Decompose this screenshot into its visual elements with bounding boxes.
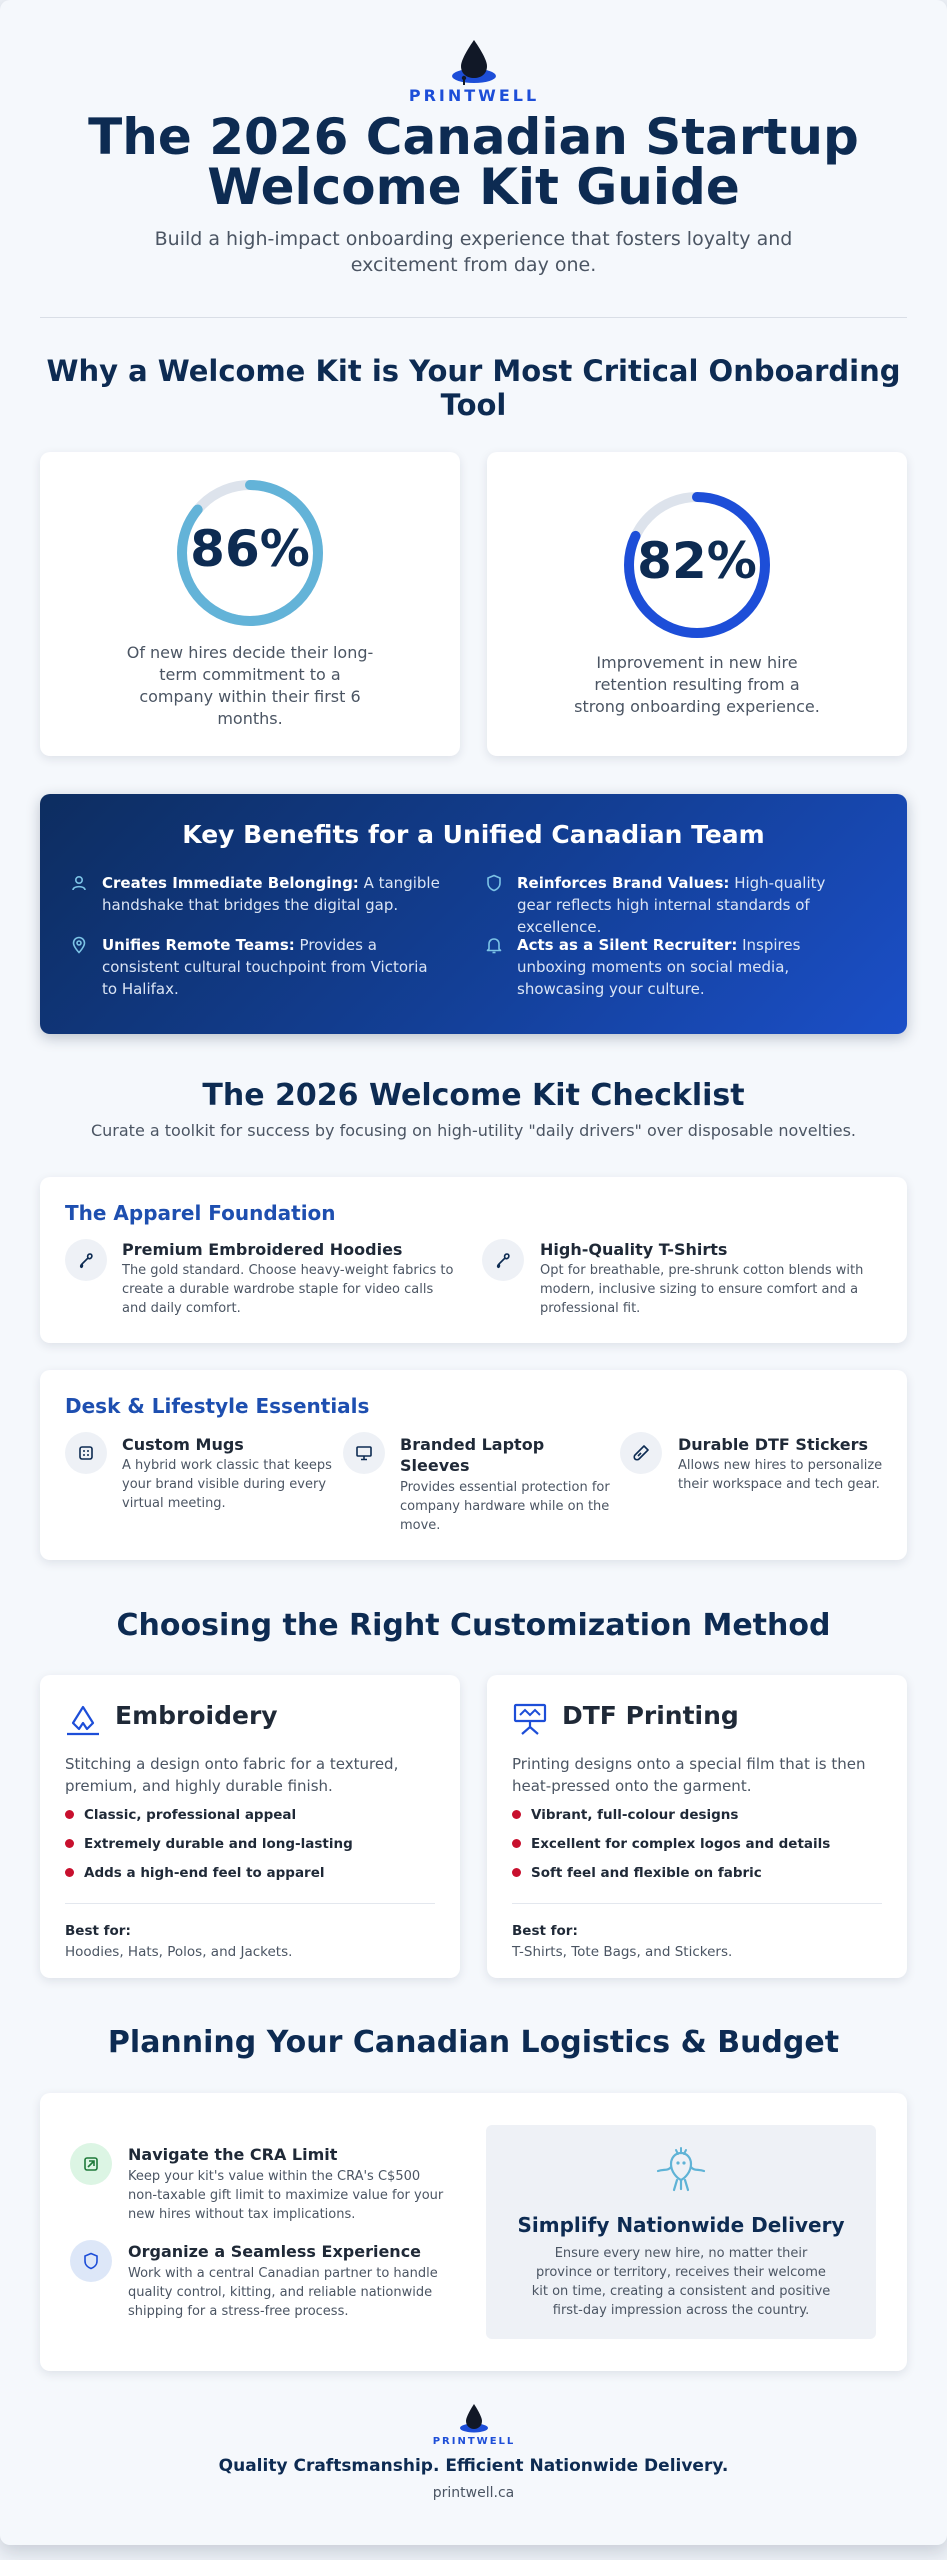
bell-icon: [485, 936, 503, 954]
shield-icon: [485, 874, 503, 892]
laptop-icon: [343, 1432, 385, 1474]
best-for-value: Hoodies, Hats, Polos, and Jackets.: [65, 1944, 293, 1960]
item-description: Allows new hires to personalize their workspace and tech gear.: [678, 1458, 883, 1492]
logistics-card: [40, 2093, 907, 2371]
brand-logo: [0, 38, 947, 106]
item-title: Durable DTF Stickers: [678, 1435, 869, 1454]
logistics-item-description: Work with a central Canadian partner to handle quality control, kitting, and reliable nationwide shipping for a stress-free process.: [128, 2266, 438, 2319]
footer-tagline: Quality Craftsmanship. Efficient Nationwide Delivery.: [218, 2456, 729, 2476]
logistics-item-title: Organize a Seamless Experience: [128, 2242, 422, 2261]
stat-description: Of new hires decide their long-term commitment to a company within their first 6 months.: [126, 643, 374, 728]
apparel-icon: [65, 1239, 107, 1281]
svg-text:PRINTWELL: PRINTWELL: [408, 86, 539, 105]
logistics-item-title: Navigate the CRA Limit: [128, 2145, 338, 2164]
stat-value: 86%: [190, 520, 310, 578]
item-title: Premium Embroidered Hoodies: [122, 1240, 403, 1259]
method-card-dtf: [487, 1675, 907, 1978]
page-title: The 2026 Canadian Startup Welcome Kit Guide: [88, 108, 859, 216]
divider: [512, 1903, 882, 1904]
apparel-icon: [482, 1239, 524, 1281]
person-icon: [70, 874, 88, 892]
ink-drop-logo-icon: [379, 38, 569, 106]
method-title: Embroidery: [115, 1701, 278, 1730]
footer-website-link[interactable]: printwell.ca: [432, 2485, 515, 2501]
best-for-label: Best for:: [512, 1923, 578, 1939]
method-bullet: Vibrant, full-colour designs: [512, 1807, 738, 1823]
stat-card: [487, 452, 907, 756]
benefit-item: Reinforces Brand Values: High-quality gear reflects high internal standards of excellence.: [485, 872, 855, 938]
delivery-panel: [486, 2125, 876, 2339]
item-title: Branded Laptop Sleeves: [400, 1435, 545, 1475]
method-bullet: Classic, professional appeal: [65, 1807, 296, 1823]
benefits-title: Key Benefits for a Unified Canadian Team: [182, 820, 765, 849]
divider: [65, 1903, 435, 1904]
checklist-title: The 2026 Welcome Kit Checklist: [202, 1078, 745, 1113]
map-pin-icon: [70, 936, 88, 954]
delivery-description: Ensure every new hire, no matter their province or territory, receives their welcome kit on time, creating a consistent and positive first-day impression across the country.: [531, 2246, 831, 2318]
why-section-title: Why a Welcome Kit is Your Most Critical Onboarding Tool: [46, 354, 901, 422]
sticker-icon: [620, 1432, 662, 1474]
method-bullet: Adds a high-end feel to apparel: [65, 1865, 325, 1881]
stat-card: [40, 452, 460, 756]
method-card-embroidery: [40, 1675, 460, 1978]
apparel-title: The Apparel Foundation: [65, 1201, 336, 1225]
benefits-panel: [40, 794, 907, 1034]
footer-logo: [0, 2403, 947, 2447]
stat-description: Improvement in new hire retention resulting from a strong onboarding experience.: [574, 653, 820, 716]
best-for-label: Best for:: [65, 1923, 131, 1939]
logistics-title: Planning Your Canadian Logistics & Budget: [107, 2025, 840, 2060]
item-title: Custom Mugs: [122, 1435, 244, 1454]
method-description: Printing designs onto a special film that is then heat-pressed onto the garment.: [512, 1755, 866, 1795]
benefit-item: Creates Immediate Belonging: A tangible handshake that bridges the digital gap.: [70, 872, 440, 916]
delivery-title: Simplify Nationwide Delivery: [517, 2213, 845, 2237]
mug-icon: [65, 1432, 107, 1474]
apparel-card: [40, 1177, 907, 1343]
shield-icon: [70, 2240, 112, 2282]
divider: [40, 317, 907, 318]
stat-value: 82%: [637, 532, 757, 590]
methods-title: Choosing the Right Customization Method: [116, 1608, 831, 1643]
benefit-item: Acts as a Silent Recruiter: Inspires unboxing moments on social media, showcasing your culture.: [485, 934, 855, 1000]
item-description: A hybrid work classic that keeps your brand visible during every virtual meeting.: [122, 1458, 332, 1511]
logistics-item-description: Keep your kit's value within the CRA's C$500 non-taxable gift limit to maximize value for your new hires without tax implications.: [128, 2169, 444, 2222]
best-for-value: T-Shirts, Tote Bags, and Stickers.: [512, 1944, 733, 1960]
method-bullet: Soft feel and flexible on fabric: [512, 1865, 762, 1881]
method-bullet: Extremely durable and long-lasting: [65, 1836, 353, 1852]
page-subtitle: Build a high-impact onboarding experience that fosters loyalty and excitement from day one.: [154, 228, 793, 276]
checklist-lead: Curate a toolkit for success by focusing on high-utility "daily drivers" over disposable novelties.: [90, 1121, 856, 1140]
method-bullet: Excellent for complex logos and details: [512, 1836, 830, 1852]
desk-card: [40, 1370, 907, 1560]
ink-drop-logo-icon: [414, 2403, 534, 2447]
svg-text:PRINTWELL: PRINTWELL: [432, 2436, 515, 2447]
item-description: Opt for breathable, pre-shrunk cotton blends with modern, inclusive sizing to ensure comfort and a professional fit.: [540, 1263, 864, 1316]
method-description: Stitching a design onto fabric for a textured, premium, and highly durable finish.: [65, 1755, 399, 1795]
item-description: Provides essential protection for company hardware while on the move.: [400, 1480, 610, 1533]
dtf-printer-icon: [512, 1701, 548, 1737]
item-title: High-Quality T-Shirts: [540, 1240, 728, 1259]
embroidery-icon: [65, 1701, 101, 1737]
receipt-icon: [70, 2143, 112, 2185]
item-description: The gold standard. Choose heavy-weight fabrics to create a durable wardrobe staple for video calls and daily comfort.: [122, 1263, 454, 1316]
benefit-item: Unifies Remote Teams: Provides a consistent cultural touchpoint from Victoria to Halifax.: [70, 934, 440, 1000]
desk-title: Desk & Lifestyle Essentials: [65, 1394, 370, 1418]
method-title: DTF Printing: [562, 1701, 739, 1730]
maple-bird-icon: [654, 2145, 708, 2195]
